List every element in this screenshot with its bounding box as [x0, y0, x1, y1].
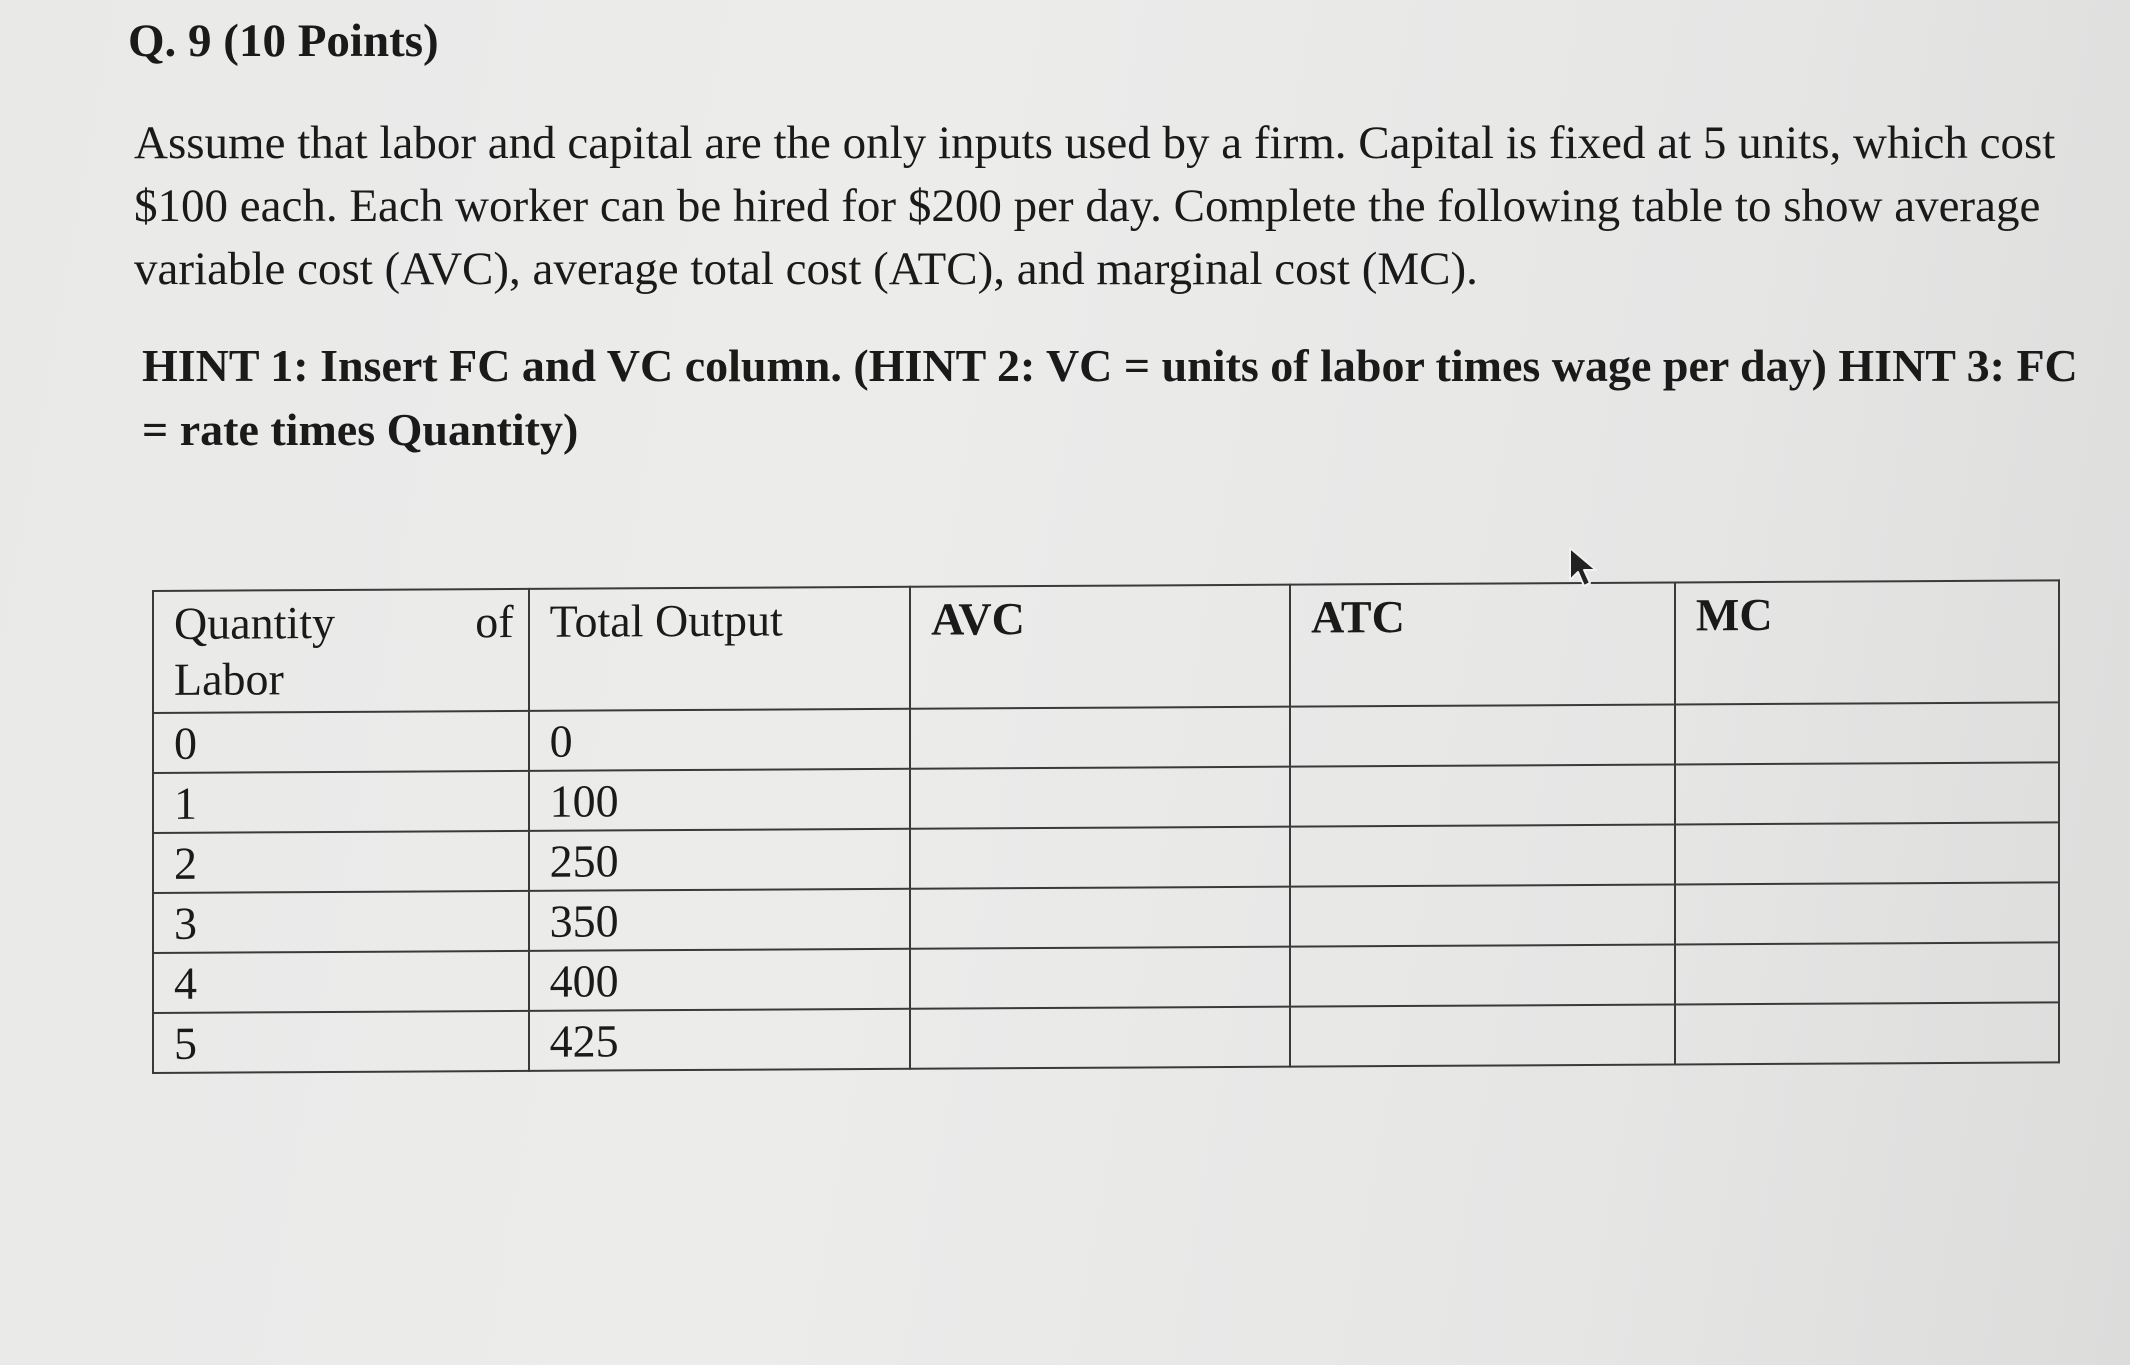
cell-avc	[910, 707, 1290, 769]
cell-mc	[1675, 702, 2059, 764]
cell-avc	[910, 887, 1290, 949]
cell-mc	[1675, 822, 2059, 884]
cell-labor: 5	[153, 1011, 529, 1073]
header-total-output: Total Output	[529, 587, 910, 711]
header-labor-word: Labor	[174, 653, 284, 705]
cell-output: 400	[529, 949, 910, 1011]
cell-atc	[1290, 824, 1675, 886]
header-quantity-of-labor	[153, 589, 529, 713]
header-avc: AVC	[910, 585, 1290, 709]
header-row	[153, 580, 2059, 713]
cell-atc	[1290, 1004, 1675, 1066]
table-row	[153, 822, 2059, 893]
cell-labor: 4	[153, 951, 529, 1013]
question-title: Q. 9 (10 Points)	[128, 15, 439, 67]
cost-table	[152, 579, 2060, 1074]
header-mc: MC	[1675, 580, 2059, 704]
cell-output: 425	[529, 1009, 910, 1071]
table-row	[153, 762, 2059, 833]
table-row	[153, 882, 2059, 953]
table-header	[153, 580, 2059, 713]
table-row	[153, 942, 2059, 1013]
mouse-pointer-icon	[1567, 546, 1601, 590]
header-of-word: of	[475, 595, 514, 648]
cell-atc	[1290, 764, 1675, 826]
cell-output: 350	[529, 889, 910, 951]
cell-mc	[1675, 762, 2059, 824]
table-body	[153, 702, 2059, 1073]
table-row	[153, 1002, 2059, 1073]
cell-atc	[1290, 944, 1675, 1006]
table-row	[153, 702, 2059, 773]
cell-avc	[910, 767, 1290, 829]
cell-output: 0	[529, 709, 910, 771]
hint-text: HINT 1: Insert FC and VC column. (HINT 2: VC = units of labor times wage per day) HINT 3: FC = rate times Quantity)	[142, 340, 2078, 455]
cell-atc	[1290, 884, 1675, 946]
cell-output: 100	[529, 769, 910, 831]
cell-avc	[910, 827, 1290, 889]
cell-labor: 2	[153, 831, 529, 893]
header-quantity-word: Quantity	[174, 596, 335, 649]
cell-labor: 0	[153, 711, 529, 773]
cell-labor: 1	[153, 771, 529, 833]
header-atc: ATC	[1290, 582, 1675, 706]
cell-output: 250	[529, 829, 910, 891]
cell-avc	[910, 1007, 1290, 1069]
question-paragraph: Assume that labor and capital are the only inputs used by a firm. Capital is fixed at 5 units, which cost $100 each. Each worker can be hired for $200 per day. Complete the following table to show average variable cost (AVC), average total cost (ATC), and marginal cost (MC).	[134, 117, 2056, 295]
cell-mc	[1675, 1002, 2059, 1064]
cell-mc	[1675, 882, 2059, 944]
cell-labor: 3	[153, 891, 529, 953]
cell-atc	[1290, 704, 1675, 766]
cell-mc	[1675, 942, 2059, 1004]
cell-avc	[910, 947, 1290, 1009]
